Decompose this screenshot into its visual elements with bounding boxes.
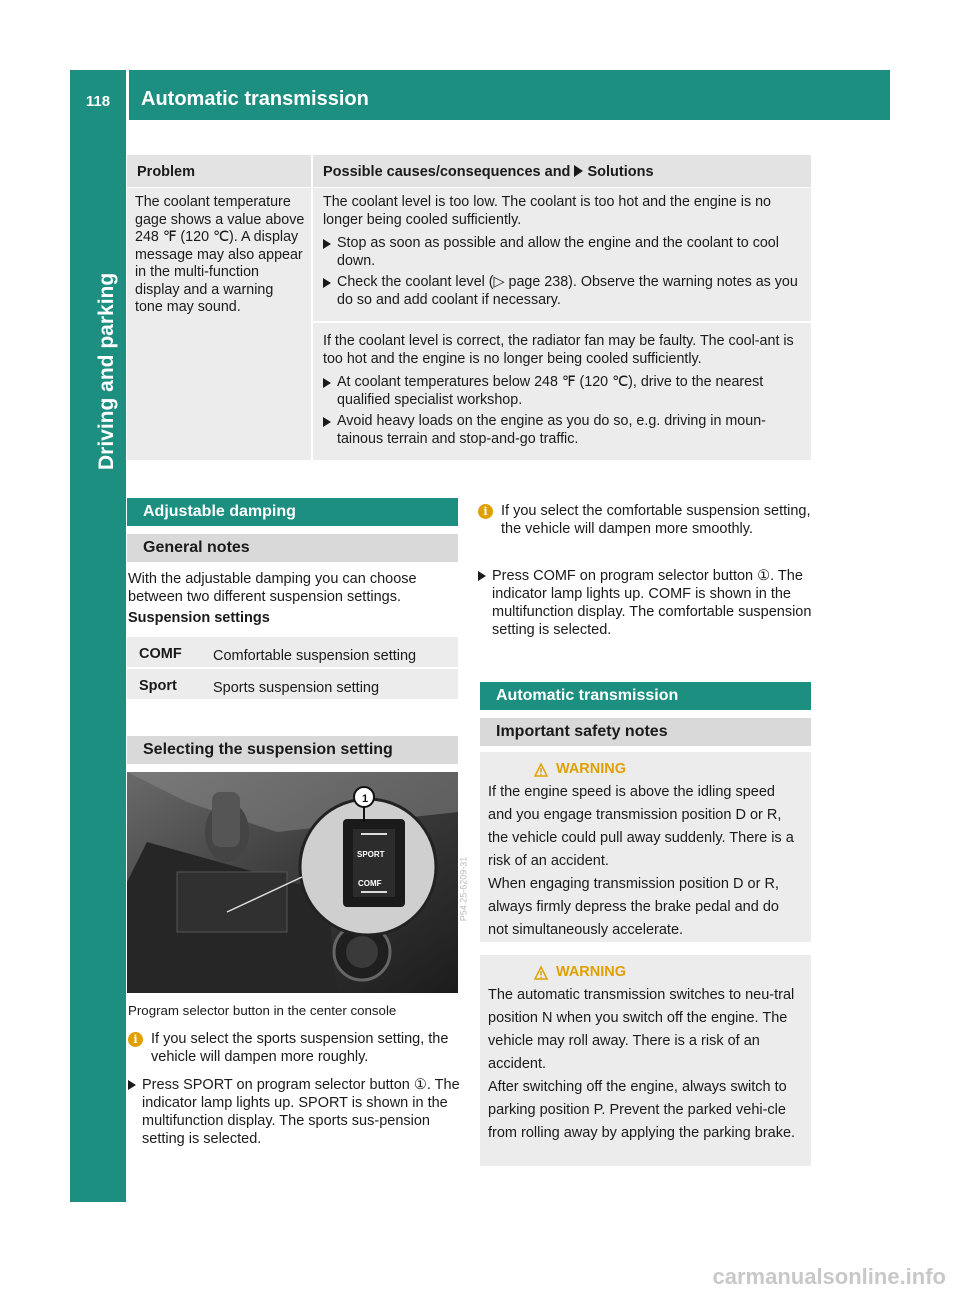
table-header-problem: Problem: [127, 155, 311, 187]
arrow-icon: [323, 417, 331, 427]
arrow-icon: [323, 239, 331, 249]
photo-marker-1: 1: [362, 793, 369, 805]
section-automatic-transmission: Automatic transmission: [480, 682, 811, 710]
footer-watermark: carmanualsonline.info: [712, 1264, 946, 1289]
arrow-icon: [128, 1080, 136, 1090]
photo-label-sport: SPORT: [357, 850, 385, 859]
subsection-important-safety-notes: Important safety notes: [480, 718, 811, 746]
photo-label-comf: COMF: [358, 879, 382, 888]
side-tab-block: [70, 480, 126, 1202]
table-header-solutions: Possible causes/consequences and Solutions: [313, 155, 811, 187]
subsection-general-notes: General notes: [127, 534, 458, 562]
photo-caption: Program selector button in the center console: [128, 1003, 397, 1018]
page-title: Automatic transmission: [141, 88, 369, 110]
side-tab-label: Driving and parking: [95, 272, 118, 470]
center-console-photo: [127, 772, 469, 993]
photo-code: P54.25-6209-31: [458, 856, 469, 922]
warning-triangle-icon: [534, 763, 548, 777]
page-number: 118: [85, 93, 111, 110]
header-divider: [126, 70, 129, 120]
step-comf: Press COMF on program selector button ①. The indicator lamp lights up. COMF is shown in the multifunction display. The comfortable suspension setting is selected.: [478, 567, 813, 639]
damping-intro: With the adjustable damping you can choose between two different suspension settings. Suspension settings: [128, 571, 417, 626]
side-tab: [70, 120, 126, 480]
setting-row-sport: Sport Sports suspension setting: [127, 669, 458, 699]
subsection-selecting-suspension: Selecting the suspension setting: [127, 736, 458, 764]
arrow-icon: [323, 278, 331, 288]
arrow-icon: [478, 571, 486, 581]
step-sport: Press SPORT on program selector button ①. The indicator lamp lights up. SPORT is shown in the multifunction display. The sports sus-pension setting is selected.: [128, 1076, 460, 1148]
problem-cell: The coolant temperature gage shows a value above 248 ℉ (120 ℃). A display message may also appear in the multi-function display and a warning tone may sound.: [127, 188, 311, 460]
setting-row-comf: COMF Comfortable suspension setting: [127, 637, 458, 667]
section-adjustable-damping: Adjustable damping: [127, 498, 458, 526]
solution-cell-1: The coolant level is too low. The coolant is too hot and the engine is no longer being cooled sufficiently. Stop as soon as possible and allow the engine and the coolant to cool down. Check the coolant level (▷ page 238). Observe the warning notes as you do so and add coolant if necessary.: [313, 188, 811, 321]
warning-triangle-icon: [534, 966, 548, 980]
info-comf: i If you select the comfortable suspension setting, the vehicle will dampen more smoothly.: [478, 502, 813, 538]
warning-box-1: WARNING If the engine speed is above the idling speed and you engage transmission position D or R, the vehicle could pull away suddenly. There is a risk of an accident. When engaging transmission position D or R, always firmly depress the brake pedal and do not simultaneously accelerate.: [480, 752, 811, 942]
info-sport: i If you select the sports suspension setting, the vehicle will dampen more roughly.: [128, 1030, 460, 1066]
solution-cell-2: If the coolant level is correct, the radiator fan may be faulty. The cool-ant is too hot and the engine is no longer being cooled sufficiently. At coolant temperatures below 248 ℉ (120 ℃), drive to the nearest qualified specialist workshop. Avoid heavy loads on the engine as you do so, e.g. driving in moun-tainous terrain and stop-and-go traffic.: [313, 323, 811, 460]
info-icon: i: [128, 1032, 143, 1047]
arrow-icon: [323, 378, 331, 388]
info-icon: i: [478, 504, 493, 519]
warning-box-2: WARNING The automatic transmission switches to neu-tral position N when you switch off the engine. The vehicle may roll away. There is a risk of an accident. After switching off the engine, always switch to parking position P. Prevent the parked vehi-cle from rolling away by applying the parking brake.: [480, 955, 811, 1166]
